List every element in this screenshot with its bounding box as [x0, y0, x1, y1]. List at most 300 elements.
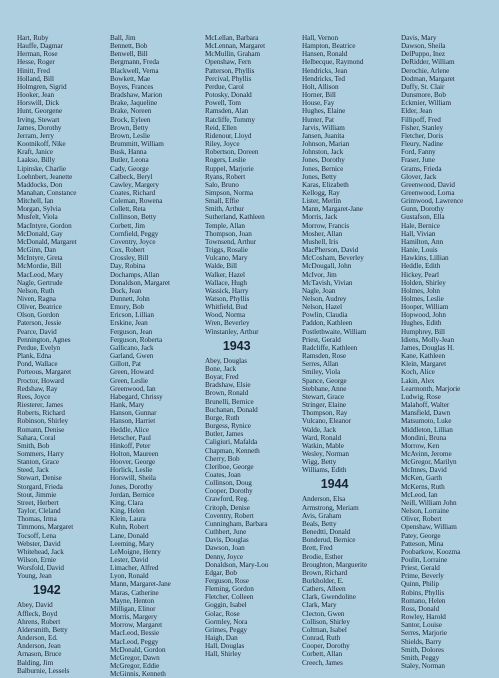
- student-name: Rogers, Leslie: [205, 156, 246, 165]
- student-name: Calbeck, Beryl: [110, 172, 153, 181]
- student-name: Kuhn, Robert: [110, 523, 149, 532]
- student-name: King, Helen: [110, 507, 145, 516]
- student-name: Eckmier, William: [401, 99, 451, 108]
- student-name: Rees, Joyce: [17, 392, 51, 401]
- student-name: Elder, Jean: [401, 107, 433, 116]
- student-name: Greenwood, Lorna: [401, 188, 455, 197]
- student-name: Wesley, Norman: [302, 449, 349, 458]
- student-name: Whitehead, Jack: [17, 547, 64, 556]
- student-name: Lester, David: [110, 556, 149, 564]
- student-name: Brown, Ronald: [205, 389, 249, 398]
- student-name: Roberts, Richard: [17, 409, 65, 418]
- name-column-2: [110, 34, 171, 678]
- student-name: Creech, James: [302, 658, 343, 667]
- student-name: Bradshaw, Elsie: [205, 381, 251, 390]
- student-name: Simpson, Norma: [205, 188, 254, 197]
- student-name: Wilson, Ernie: [17, 556, 56, 564]
- student-name: Beals, Betty: [302, 519, 337, 528]
- student-name: Ramsden, Rose: [302, 352, 347, 361]
- student-name: Dochamps, Allan: [110, 270, 160, 279]
- student-name: Horswill, Dick: [17, 99, 60, 108]
- student-name: Olson, Gordon: [17, 311, 60, 320]
- student-name: Maddocks, Don: [17, 180, 63, 189]
- student-name: Prime, Beverly: [401, 572, 444, 581]
- student-name: Priest, Gerald: [302, 335, 341, 344]
- student-name: McInnes, David: [401, 466, 447, 475]
- student-name: Proctor, Howard: [17, 376, 64, 385]
- student-name: Brake, Noreen: [110, 107, 152, 116]
- student-name: Broughton, Marguerite: [302, 560, 368, 569]
- student-name: Arnason, Bruce: [17, 650, 62, 659]
- student-name: Neill, William John: [401, 498, 457, 507]
- student-name: DeRidder, William: [401, 58, 455, 67]
- student-name: Emory, Bob: [110, 303, 145, 312]
- student-name: Karas, Elizabeth: [302, 180, 349, 189]
- student-name: McAvinn, Jerome: [401, 449, 452, 458]
- student-name: Porteous, Margaret: [17, 368, 72, 377]
- student-name: Powell, Tom: [205, 99, 241, 108]
- student-name: Hinitt, Fred: [17, 66, 50, 75]
- student-name: Dunsmore, Bob: [401, 91, 446, 100]
- student-name: Hendricks, Jean: [302, 66, 348, 75]
- student-name: Plank, Edna: [17, 352, 52, 361]
- student-name: Riley, Joyce: [205, 140, 240, 149]
- student-name: Gillott, Pat: [110, 360, 141, 369]
- student-name: Grimes, Peggy: [205, 625, 248, 634]
- student-name: Romann, Denise: [17, 425, 65, 434]
- student-name: Mosher, Allan: [302, 229, 343, 238]
- student-name: Maras, Catherine: [110, 588, 159, 597]
- student-name: Rowley, Harold: [401, 613, 446, 622]
- student-name: Jerram, Jerry: [17, 131, 54, 140]
- student-name: Ahrens, Robert: [17, 617, 61, 626]
- student-name: Dawson, Sheila: [401, 42, 446, 51]
- student-name: Quinn, Philip: [401, 580, 440, 589]
- student-name: Hale, Bernice: [401, 221, 440, 230]
- student-name: Collison, Shirley: [302, 617, 350, 626]
- student-name: Milligan, Elinor: [110, 604, 156, 613]
- student-name: McMullin, Graham: [205, 50, 261, 59]
- student-name: McDonald, Gordon: [110, 645, 166, 654]
- student-name: Fletcher, Colleen: [205, 593, 254, 602]
- student-name: Abey, Douglas: [205, 356, 248, 365]
- student-name: Lakin, Alex: [401, 376, 435, 385]
- student-name: McDonald, Margaret: [17, 237, 77, 246]
- student-name: McIvor, Jim: [302, 270, 337, 279]
- student-name: Derochie, Arlene: [401, 66, 450, 75]
- student-name: Bonderud, Bernice: [302, 536, 356, 545]
- student-name: Cooper, Dorothy: [302, 642, 350, 651]
- student-name: Clark, Mary: [302, 601, 337, 610]
- student-name: Perdue, Carol: [205, 82, 244, 91]
- student-name: Brown, Leslie: [110, 131, 151, 140]
- student-name: McKen, Garth: [401, 474, 442, 483]
- student-name: Ludwig, Rose: [401, 392, 441, 401]
- student-name: Holmes, John: [401, 286, 440, 295]
- student-name: Patterson, Phyllis: [205, 66, 255, 75]
- student-name: Heddle, Edith: [401, 262, 441, 271]
- student-name: Hampton, Beatrice: [302, 42, 356, 51]
- student-name: Perdue, Evelyn: [17, 343, 61, 352]
- student-name: Smith, Arthur: [205, 205, 244, 214]
- student-name: Hawkins, Lillian: [401, 254, 449, 263]
- student-name: Mansfield, Dawn: [401, 409, 451, 418]
- student-name: Smith, Dolores: [401, 645, 444, 654]
- student-name: Openshaw, William: [401, 523, 457, 532]
- student-name: Sommers, Harry: [17, 449, 64, 458]
- student-name: Johnson, Marian: [302, 140, 350, 149]
- student-name: Serres, Marjorie: [401, 629, 447, 638]
- student-name: Garland, Gwen: [110, 352, 154, 361]
- student-name: Crawford, Reg.: [205, 495, 249, 504]
- student-name: Ratcliffe, Tommy: [205, 115, 255, 124]
- student-name: Anderson, Elsa: [302, 495, 346, 504]
- student-name: Jones, Dorothy: [110, 482, 153, 491]
- student-name: Hoover, George: [110, 458, 156, 467]
- student-name: Ferguson, Roberta: [110, 335, 163, 344]
- student-name: Davis, Douglas: [205, 536, 249, 545]
- student-name: McLennan, Margaret: [205, 42, 266, 51]
- student-name: McKerns, Ruth: [401, 482, 445, 491]
- student-name: Stewart, Grace: [302, 392, 345, 401]
- student-name: Pearce, David: [17, 327, 57, 336]
- student-name: Thompson, Joan: [205, 229, 252, 238]
- student-name: Manahan, Constance: [17, 188, 77, 197]
- student-name: Cox, Robert: [110, 246, 145, 255]
- student-name: McDougall, John: [302, 262, 352, 271]
- student-name: Fillipoff, Fred: [401, 115, 441, 124]
- student-name: Day, Robina: [110, 262, 146, 271]
- student-name: Pond, Wallace: [17, 360, 58, 369]
- student-name: Wallace, Hugh: [205, 278, 247, 287]
- student-name: Paddon, Kathleen: [302, 319, 353, 328]
- student-name: Ericson, Lillian: [110, 311, 154, 320]
- student-name: Grimwood, Lawrence: [401, 197, 464, 206]
- student-name: Grams, Frieda: [401, 164, 442, 173]
- student-name: Taylor, Cleland: [17, 507, 61, 516]
- student-name: Learmonth, Marjorie: [401, 384, 461, 393]
- student-name: Morgan, Sylvia: [17, 205, 61, 214]
- student-name: Hall, Shirley: [205, 650, 242, 659]
- name-columns: [0, 34, 499, 678]
- student-name: Nelson, Audrey: [302, 295, 347, 303]
- student-name: Loehnbert, Jeanette: [17, 172, 73, 181]
- student-name: Ward, Ronald: [302, 433, 342, 442]
- student-name: Webster, David: [17, 539, 61, 548]
- student-name: Serres, Allan: [302, 360, 339, 369]
- student-name: Leeming, Mary: [110, 539, 155, 548]
- student-name: MacIntyre, Gordon: [17, 221, 72, 230]
- student-name: Wigg, Betty: [302, 458, 337, 467]
- student-name: Cunningham, Barbara: [205, 519, 268, 528]
- student-name: Spance, George: [302, 376, 347, 385]
- student-name: Ryans, Robert: [205, 172, 246, 181]
- student-name: Kraft, Janice: [17, 148, 54, 157]
- student-name: Caligiuri, Mafalda: [205, 438, 258, 447]
- student-name: Matsumoto, Luke: [401, 417, 452, 426]
- student-name: Smiley, Viola: [302, 368, 341, 377]
- student-name: Stewart, Denise: [17, 474, 62, 483]
- student-name: Worsfold, David: [17, 564, 64, 573]
- student-name: Hauffe, Dagmar: [17, 42, 63, 51]
- student-name: Jones, Dorothy: [302, 156, 345, 165]
- student-name: Hickey, Pearl: [401, 270, 439, 279]
- student-name: Cawley, Margery: [110, 180, 159, 189]
- student-name: Burgess, Rynice: [205, 422, 251, 431]
- student-name: McGinn, Dan: [17, 246, 56, 255]
- student-name: Brett, Fred: [302, 544, 333, 553]
- student-name: Hanie, Louis: [401, 246, 438, 255]
- student-name: Lister, Merlin: [302, 197, 341, 206]
- student-name: Haigh, Dan: [205, 634, 238, 643]
- name-column-1: [17, 34, 77, 675]
- student-name: Anderson, Jean: [17, 642, 61, 651]
- student-name: Cuthbert, June: [205, 528, 247, 537]
- student-name: Ruppel, Marjorie: [205, 164, 254, 173]
- student-name: Coates, Joan: [205, 470, 241, 479]
- student-name: Lipinske, Charlie: [17, 164, 67, 173]
- student-name: Thompson, Ray: [302, 409, 348, 418]
- student-name: Golac, Rose: [205, 609, 240, 618]
- student-name: Jansen, Juanita: [302, 131, 345, 140]
- student-name: Bennett, Bob: [110, 42, 148, 51]
- student-name: Reid, Ellen: [205, 123, 237, 132]
- student-name: Brodie, Esther: [302, 552, 343, 561]
- student-name: Balburnie, Lessels: [17, 666, 70, 675]
- student-name: Patteson, Mina: [401, 539, 444, 548]
- student-name: Brake, Jaqueline: [110, 99, 158, 108]
- student-name: Clark, Gwendoline: [302, 593, 356, 602]
- student-name: Benedtti, Donald: [302, 528, 351, 537]
- student-name: Fleming, Gordon: [205, 585, 254, 594]
- student-name: Koch, Alice: [401, 368, 435, 377]
- student-name: Street, Herbert: [17, 498, 59, 507]
- student-name: Collinson, Betty: [110, 213, 157, 222]
- student-name: Green, Leslie: [110, 376, 149, 385]
- student-name: Limacher, Alfred: [110, 564, 159, 573]
- student-name: Ford, Fanny: [401, 148, 436, 157]
- student-name: McIntyre, Greta: [17, 254, 63, 263]
- student-name: Winstanley, Arthur: [205, 327, 259, 336]
- student-name: Hank, Mary: [110, 401, 145, 410]
- student-name: Postlethwaite, William: [302, 327, 367, 336]
- student-name: Irving, Stewart: [17, 115, 60, 124]
- student-name: Idiens, Molly-Jean: [401, 335, 454, 344]
- student-name: Triggs, Rosalie: [205, 246, 248, 255]
- student-name: Johnston, Jack: [302, 148, 344, 157]
- student-name: Hall, Douglas: [205, 642, 245, 651]
- student-name: Shields, Barry: [401, 637, 442, 646]
- student-name: Hansen, Ronald: [302, 50, 348, 59]
- student-name: Boyar, Fred: [205, 373, 239, 382]
- student-name: Goggin, Isabel: [205, 601, 247, 610]
- student-name: Watkin, Mable: [302, 441, 344, 450]
- student-name: Horlick, Leslie: [110, 466, 153, 475]
- student-name: Ferguson, Jean: [110, 327, 153, 336]
- student-name: Boyes, Frances: [110, 82, 154, 91]
- student-name: Green, Howard: [110, 368, 154, 377]
- student-name: McTavish, Vivian: [302, 278, 353, 287]
- student-name: Ross, Donald: [401, 604, 440, 613]
- student-name: Armstrong, Meriam: [302, 503, 359, 512]
- name-column-5: [401, 34, 463, 670]
- student-name: Corbett, Allan: [302, 650, 343, 659]
- student-name: Horswill, Sheila: [110, 474, 156, 483]
- student-name: Hooker, Jean: [17, 91, 55, 100]
- student-name: Balding, Jim: [17, 658, 54, 667]
- student-name: Coleman, Rowena: [110, 197, 163, 206]
- student-name: Mushell, Iris: [302, 237, 339, 246]
- student-name: Thomas, Irma: [17, 515, 57, 524]
- student-name: Burkholder, E.: [302, 577, 344, 585]
- student-name: Hunter, Pat: [302, 115, 334, 124]
- student-name: Wren, Beverley: [205, 319, 250, 328]
- student-name: Hesse, Roger: [17, 58, 55, 67]
- student-name: MacLeod, Mary: [17, 270, 64, 279]
- student-name: Davis, Mary: [401, 34, 437, 42]
- student-name: Klein, Laura: [110, 515, 146, 524]
- student-name: House, Fay: [302, 99, 335, 108]
- student-name: McGregor, Eddie: [110, 662, 160, 671]
- student-name: Blackwell, Verna: [110, 66, 159, 75]
- student-name: Hamilton, Ann: [401, 237, 444, 246]
- student-name: Staley, Norman: [401, 662, 445, 671]
- name-column-3: [205, 34, 268, 659]
- student-name: Corbett, Jim: [110, 221, 145, 230]
- student-name: Donaldson, Margaret: [110, 278, 170, 287]
- student-name: Young, Jean: [17, 572, 52, 581]
- student-name: Hinkoff, Peter: [110, 441, 151, 450]
- student-name: Fletcher, Doris: [401, 131, 444, 140]
- student-name: Malahoff, Walter: [401, 401, 450, 410]
- student-name: Glover, Jack: [401, 172, 437, 181]
- student-name: Niven, Ragna: [17, 295, 56, 303]
- student-name: Chapman, Kenneth: [205, 446, 260, 455]
- student-name: Hetscher, Paul: [110, 433, 151, 442]
- student-name: Butler, Leona: [110, 156, 149, 165]
- student-name: Wood, Norma: [205, 311, 245, 320]
- student-name: Jones, Betty: [302, 172, 337, 181]
- student-name: Stebbane, Anne: [302, 384, 347, 393]
- student-name: Vulcano, Eleanor: [302, 417, 352, 426]
- student-name: McGinnis, Kenneth: [110, 670, 166, 678]
- student-name: Oliver, Robert: [401, 515, 442, 524]
- student-name: Fleury, Nadine: [401, 140, 443, 149]
- student-name: Erskine, Jean: [110, 319, 148, 328]
- student-name: Stanton, Grace: [17, 458, 60, 467]
- student-name: Habegard, Chrissy: [110, 392, 163, 401]
- student-name: Wassick, Harry: [205, 286, 249, 295]
- student-name: Mondini, Bruna: [401, 433, 447, 442]
- student-name: Brown, Betty: [110, 123, 149, 132]
- student-name: Lane, Donald: [110, 531, 149, 540]
- student-name: Walde, Jack: [302, 425, 336, 434]
- student-name: MacLeod, Bessie: [110, 629, 160, 638]
- student-name: Musfelt, Viola: [17, 213, 58, 222]
- student-name: Dodman, Margaret: [401, 74, 455, 83]
- student-name: Paterson, Jessie: [17, 319, 62, 328]
- student-name: Santor, Louise: [401, 621, 442, 630]
- student-name: Morris, Margery: [110, 613, 158, 622]
- student-name: Mitchell, Ian: [17, 197, 54, 206]
- student-name: Steed, Jack: [17, 466, 49, 475]
- student-name: Crossley, Bill: [110, 254, 149, 263]
- student-name: Klein, Margaret: [401, 360, 447, 369]
- student-name: Hughes, Elaine: [302, 107, 346, 116]
- student-name: Brummitt, William: [110, 140, 164, 149]
- student-name: Clecton, Gwen: [302, 609, 345, 618]
- student-name: Critoph, Denise: [205, 503, 250, 512]
- student-name: Laakso, Billy: [17, 156, 56, 165]
- student-name: Buchanan, Donald: [205, 405, 258, 414]
- student-name: Collinson, Doug: [205, 479, 252, 488]
- student-name: MacLeod, Peggy: [110, 637, 159, 646]
- student-name: Horner, Bill: [302, 91, 336, 100]
- student-name: Fraser, June: [401, 156, 435, 165]
- student-name: Hart, Ruby: [17, 34, 49, 42]
- student-name: Gormley, Nora: [205, 617, 248, 626]
- student-name: Hopwood, John: [401, 311, 446, 320]
- student-name: Timmons, Margaret: [17, 523, 74, 532]
- student-name: Holt, Allison: [302, 82, 339, 91]
- student-name: Poobarkow, Koozma: [401, 547, 461, 556]
- student-name: Kellogg, Ray: [302, 188, 340, 197]
- student-name: McDonald, Gay: [17, 229, 63, 238]
- student-name: Nagle, Joan: [302, 286, 336, 295]
- class-year-heading: 1943: [222, 338, 251, 353]
- student-name: Gallicano, Jack: [110, 343, 154, 352]
- student-name: Coventry, Joyce: [110, 237, 156, 246]
- student-name: Affleck, Boyd: [17, 609, 58, 618]
- student-name: Mann, Margaret-Jane: [302, 205, 363, 214]
- student-name: Coates, Richard: [110, 188, 156, 197]
- student-name: Fisher, Stanley: [401, 123, 444, 132]
- student-name: Dock, Jean: [110, 286, 142, 295]
- student-name: Donaldson, Mary-Lou: [205, 560, 269, 569]
- student-name: Hunt, Georgene: [17, 107, 63, 116]
- student-name: Riesterer, James: [17, 401, 64, 410]
- student-name: Patey, George: [401, 531, 441, 540]
- student-name: Watson, Phyllis: [205, 295, 250, 303]
- student-name: Stringer, Elaine: [302, 401, 347, 410]
- student-name: Abey, David: [17, 601, 53, 610]
- student-name: Salo, Bruno: [205, 180, 239, 189]
- student-name: Hall, Vernon: [302, 34, 338, 42]
- student-name: Hanson, Gunnar: [110, 409, 157, 418]
- student-name: Stout, Jimmie: [17, 490, 57, 499]
- student-name: Hanson, Harriet: [110, 417, 156, 426]
- student-name: Cornfield, Peggy: [110, 229, 159, 238]
- student-name: Morris, Jack: [302, 213, 338, 222]
- student-name: Coventry, Robert: [205, 511, 254, 520]
- student-name: Jordan, Bernice: [110, 490, 155, 499]
- name-column-4: [302, 34, 367, 667]
- student-name: Vulcano, Mary: [205, 254, 248, 263]
- student-name: Small, Effie: [205, 197, 240, 206]
- student-name: Poulin, Lorraine: [401, 556, 448, 564]
- student-name: Anderson, Ed.: [17, 634, 58, 643]
- student-name: Oliver, Beatrice: [17, 303, 62, 312]
- student-name: Bone, Jack: [205, 364, 237, 373]
- student-name: Hendricks, Ted: [302, 74, 345, 83]
- student-name: McLellan, Barbara: [205, 34, 259, 42]
- student-name: Robins, Phyllis: [401, 588, 445, 597]
- student-name: Sahara, Coral: [17, 433, 56, 442]
- student-name: Potosky, Donald: [205, 91, 252, 100]
- student-name: Heddle, Alice: [110, 425, 149, 434]
- student-name: James, Douglas H.: [401, 343, 455, 352]
- student-name: Collett, Reta: [110, 205, 146, 214]
